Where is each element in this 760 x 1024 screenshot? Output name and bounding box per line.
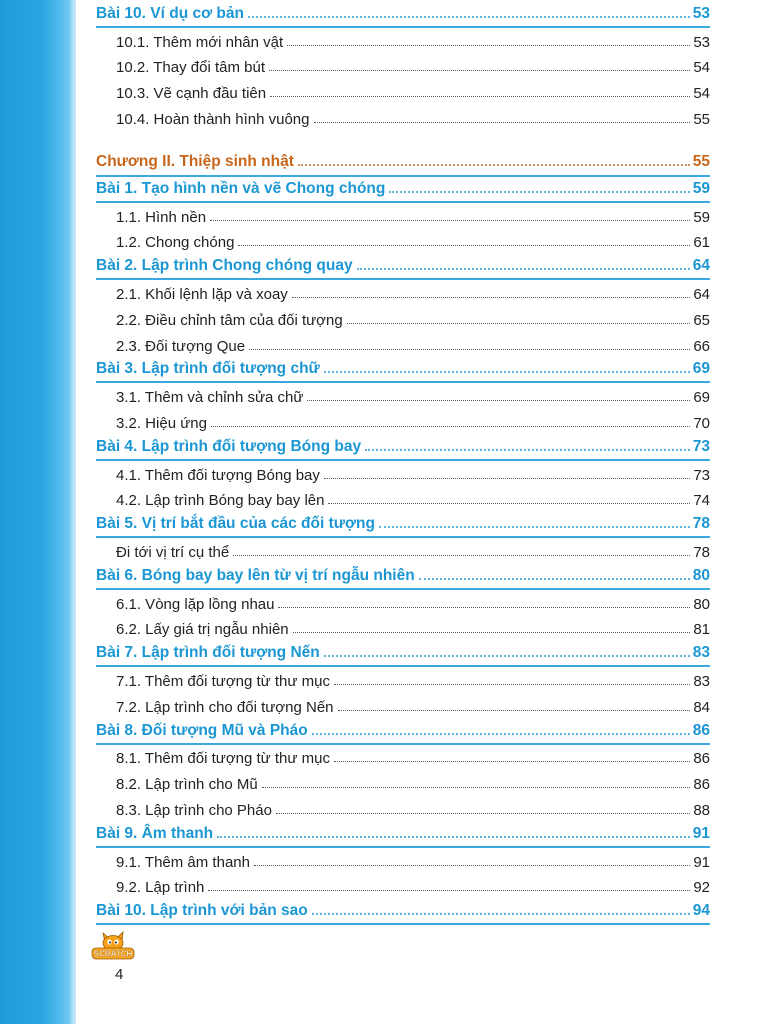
toc-entry-title: 2.2. Điều chỉnh tâm của đối tượng <box>116 311 343 329</box>
dot-leader <box>324 655 690 657</box>
scratch-cat-logo-icon <box>90 928 136 962</box>
dot-leader <box>328 503 690 504</box>
toc-entry-title: Bài 1. Tạo hình nền và vẽ Chong chóng <box>96 179 386 197</box>
dot-leader <box>211 426 690 427</box>
toc-entry-sub <box>96 538 710 564</box>
toc-entry-title: 6.2. Lấy giá trị ngẫu nhiên <box>116 621 289 639</box>
toc-entry-sub <box>96 848 710 874</box>
toc-entry-lesson <box>96 435 710 461</box>
toc-entry-page: 78 <box>693 543 710 561</box>
toc-entry-sub <box>96 796 710 822</box>
toc-entry-sub <box>96 105 710 131</box>
toc-entry-sub <box>96 332 710 358</box>
toc-entry-page: 78 <box>692 515 710 533</box>
toc-entry-sub <box>96 203 710 229</box>
toc-entry-title: 10.2. Thay đổi tâm bút <box>116 59 265 77</box>
toc-entry-title: 3.1. Thêm và chỉnh sửa chữ <box>116 389 304 407</box>
toc-entry-title: 7.1. Thêm đối tượng từ thư mục <box>116 672 330 690</box>
toc-entry-title: 1.1. Hình nền <box>116 208 207 226</box>
toc-entry-page: 83 <box>692 644 710 662</box>
dot-leader <box>262 787 691 788</box>
toc-entry-page: 66 <box>693 337 710 355</box>
toc-entry-sub <box>96 409 710 435</box>
toc-entry-page: 65 <box>693 311 710 329</box>
toc-entry-sub <box>96 54 710 80</box>
dot-leader <box>324 371 690 373</box>
toc-entry-title: 8.3. Lập trình cho Pháo <box>116 801 272 819</box>
toc-entry-page: 88 <box>693 801 710 819</box>
toc-entry-title: 4.2. Lập trình Bóng bay bay lên <box>116 492 325 510</box>
toc-entry-page: 64 <box>692 257 710 275</box>
toc-entry-page: 69 <box>693 389 710 407</box>
page-number: 4 <box>115 966 124 983</box>
toc-entry-title: Bài 9. Âm thanh <box>96 824 214 842</box>
dot-leader <box>357 268 690 270</box>
toc-entry-lesson <box>96 512 710 538</box>
toc-entry-page: 92 <box>693 879 710 897</box>
dot-leader <box>254 865 690 866</box>
dot-leader <box>365 449 690 451</box>
dot-leader <box>312 913 690 915</box>
toc-entry-page: 84 <box>693 698 710 716</box>
toc-entry-page: 91 <box>692 824 710 842</box>
toc-entry-page: 69 <box>692 360 710 378</box>
toc-entry-page: 53 <box>692 4 710 22</box>
toc-entry-title: Bài 2. Lập trình Chong chóng quay <box>96 257 353 275</box>
dot-leader <box>278 607 690 608</box>
dot-leader <box>419 578 690 580</box>
toc-entry-page: 86 <box>693 750 710 768</box>
toc-entry-lesson <box>96 254 710 280</box>
toc-entry-title: 4.1. Thêm đối tượng Bóng bay <box>116 466 320 484</box>
dot-leader <box>269 70 690 71</box>
side-color-band <box>0 0 76 1024</box>
toc-entry-title: 1.2. Chong chóng <box>116 234 235 252</box>
toc-entry-lesson <box>96 177 710 203</box>
toc-entry-title: Đi tới vị trí cụ thể <box>116 543 230 561</box>
toc-entry-title: 8.2. Lập trình cho Mũ <box>116 776 258 794</box>
toc-entry-page: 91 <box>693 853 710 871</box>
toc-entry-title: Bài 10. Ví dụ cơ bản <box>96 4 244 22</box>
dot-leader <box>233 555 690 556</box>
toc-entry-lesson <box>96 822 710 848</box>
dot-leader <box>208 890 690 891</box>
dot-leader <box>287 45 690 46</box>
toc-entry-sub <box>96 487 710 513</box>
toc-entry-lesson <box>96 564 710 590</box>
dot-leader <box>292 297 691 298</box>
toc-entry-title: 7.2. Lập trình cho đối tượng Nến <box>116 698 334 716</box>
toc-entry-title: Bài 4. Lập trình đối tượng Bóng bay <box>96 437 362 455</box>
toc-entry-page: 54 <box>693 85 710 103</box>
toc-entry-sub <box>96 770 710 796</box>
toc-entry-page: 54 <box>693 59 710 77</box>
toc-entry-page: 81 <box>693 621 710 639</box>
toc-entry-title: Bài 7. Lập trình đối tượng Nến <box>96 644 320 662</box>
toc-entry-title: Bài 6. Bóng bay bay lên từ vị trí ngẫu nhiên <box>96 566 415 584</box>
dot-leader <box>248 16 690 18</box>
toc-entry-title: 10.4. Hoàn thành hình vuông <box>116 110 310 128</box>
toc-entry-sub <box>96 383 710 409</box>
toc-entry-page: 53 <box>693 33 710 51</box>
toc-entry-title: 3.2. Hiệu ứng <box>116 414 207 432</box>
toc-entry-page: 64 <box>693 285 710 303</box>
toc-entry-lesson <box>96 719 710 745</box>
toc-entry-chapter <box>96 141 710 177</box>
toc-entry-title: 10.1. Thêm mới nhân vật <box>116 33 284 51</box>
toc-entry-lesson <box>96 358 710 384</box>
toc-entry-sub <box>96 28 710 54</box>
dot-leader <box>347 323 691 324</box>
dot-leader <box>338 710 691 711</box>
dot-leader <box>270 96 690 97</box>
dot-leader <box>210 220 690 221</box>
dot-leader <box>379 526 690 528</box>
dot-leader <box>276 813 690 814</box>
toc-entry-sub <box>96 461 710 487</box>
toc-entry-page: 74 <box>693 492 710 510</box>
table-of-contents <box>96 2 710 925</box>
toc-entry-sub <box>96 280 710 306</box>
toc-entry-page: 70 <box>693 414 710 432</box>
dot-leader <box>334 684 690 685</box>
toc-entry-sub <box>96 693 710 719</box>
toc-entry-sub <box>96 616 710 642</box>
dot-leader <box>324 478 690 479</box>
dot-leader <box>238 245 690 246</box>
toc-entry-page: 55 <box>692 152 710 170</box>
toc-entry-page: 59 <box>693 208 710 226</box>
toc-entry-sub <box>96 590 710 616</box>
toc-entry-sub <box>96 874 710 900</box>
toc-entry-sub <box>96 306 710 332</box>
toc-entry-page: 73 <box>692 437 710 455</box>
dot-leader <box>312 733 690 735</box>
toc-entry-lesson <box>96 2 710 28</box>
toc-entry-title: 6.1. Vòng lặp lồng nhau <box>116 595 275 613</box>
toc-entry-title: Bài 8. Đối tượng Mũ và Pháo <box>96 721 308 739</box>
toc-entry-title: 10.3. Vẽ cạnh đầu tiên <box>116 85 267 103</box>
toc-entry-page: 73 <box>693 466 710 484</box>
toc-entry-title: Chương II. Thiệp sinh nhật <box>96 152 294 170</box>
toc-entry-title: 8.1. Thêm đối tượng từ thư mục <box>116 750 330 768</box>
toc-entry-page: 86 <box>693 776 710 794</box>
toc-entry-title: Bài 10. Lập trình với bản sao <box>96 902 308 920</box>
toc-entry-sub <box>96 79 710 105</box>
toc-entry-title: Bài 5. Vị trí bắt đầu của các đối tượng <box>96 515 375 533</box>
dot-leader <box>334 761 690 762</box>
toc-entry-page: 61 <box>693 234 710 252</box>
toc-entry-lesson <box>96 899 710 925</box>
dot-leader <box>293 632 691 633</box>
dot-leader <box>307 400 690 401</box>
dot-leader <box>314 122 691 123</box>
toc-entry-sub <box>96 667 710 693</box>
mascot-wordmark: SCRATCH <box>93 949 133 959</box>
toc-entry-title: 2.3. Đối tượng Que <box>116 337 246 355</box>
toc-entry-lesson <box>96 641 710 667</box>
toc-entry-title: 9.2. Lập trình <box>116 879 205 897</box>
dot-leader <box>249 349 690 350</box>
toc-entry-sub <box>96 229 710 255</box>
dot-leader <box>389 191 689 193</box>
toc-entry-page: 94 <box>692 902 710 920</box>
toc-entry-page: 83 <box>693 672 710 690</box>
toc-entry-title: 9.1. Thêm âm thanh <box>116 853 250 871</box>
toc-entry-title: Bài 3. Lập trình đối tượng chữ <box>96 360 320 378</box>
toc-entry-sub <box>96 745 710 771</box>
toc-entry-title: 2.1. Khối lệnh lặp và xoay <box>116 285 288 303</box>
dot-leader <box>217 836 690 838</box>
toc-entry-page: 80 <box>692 566 710 584</box>
toc-entry-page: 80 <box>693 595 710 613</box>
toc-entry-page: 86 <box>692 721 710 739</box>
toc-entry-page: 59 <box>692 179 710 197</box>
toc-entry-page: 55 <box>693 110 710 128</box>
dot-leader <box>298 164 690 166</box>
